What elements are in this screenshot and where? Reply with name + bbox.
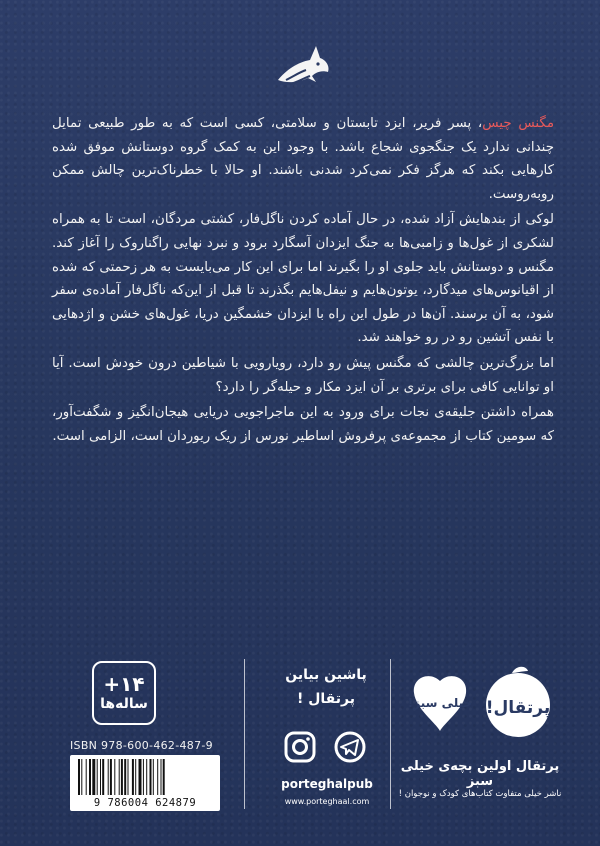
blurb-paragraph-1: مگنس چیس، پسر فریر، ایزد تابستان و سلامتی، کسی است که به طور طبیعی تمایل چندانی ندارد یک جنگجوی شجاع باشد. با وجود این به کمک گروه دوستانش موفق شده کارهایی بکند که هرگز فکر نمی‌کرد شدنی باشند. او حالا با خطرناک‌ترین چالش ممکن روبه‌روست. [52,116,554,202]
publisher-subline: ناشر خیلی متفاوت کتاب‌های کودک و نوجوان ! [398,789,562,799]
social-icons [280,729,372,765]
hero-name: مگنس چیس [482,116,554,131]
porteghal-logo-text: پرتقال! [485,698,551,718]
blurb-paragraph-2: لوکی از بندهایش آزاد شده، در حال آماده کردن ناگل‌فار، کشتی مردگان، است تا به همراه لشکری از غول‌ها و زامبی‌ها به جنگ ایزدان آسگارد برود و نبرد نهایی راگناروک را آغاز کند. مگنس و دوستانش باید جلوی او را بگیرند اما برای این کار می‌بایست به هر زحمتی که شده از اقیانوس‌های میدگارد، یوتون‌هایم و نیفل‌هایم بگذرند تا قبل از این‌که ناگل‌فار آماده‌ی سفر شود، به آن برسند. آن‌ها در طول این راه با ایزدان خشمگین دریا، غول‌های خشن و اژدهایی با نفس آتشین رو در رو خواهند شد. [52,212,554,346]
kheili-sabz-text: خیلی سبز! [407,696,473,710]
age-rating-badge: +۱۴ ساله‌ها [92,661,156,725]
barcode-bars-icon [78,759,212,795]
publisher-logos [400,661,560,741]
instagram-icon[interactable] [286,733,314,761]
telegram-icon[interactable] [336,733,364,761]
barcode [70,755,220,811]
divider-left [244,659,245,809]
social-handle[interactable]: porteghalpub [281,777,373,791]
blurb-paragraph-4: همراه داشتن جلیقه‌ی نجات برای ورود به این ماجراجویی دریایی هیجان‌انگیز و شگفت‌آور، که سومین کتاب از مجموعه‌ی پرفروش اساطیر نورس از ریک ریوردان است، الزامی است. [52,405,554,444]
isbn-text: ISBN 978-600-462-487-9 [70,739,213,752]
slogan: پاشین بیاین پرتقال ! [285,667,367,707]
publisher-tagline: پرتقال اولین بچه‌ی خیلی سبز [400,759,560,789]
publisher-fox-logo-icon [270,36,334,100]
blurb-paragraph-3: اما بزرگ‌ترین چالشی که مگنس پیش رو دارد، رویارویی با شیاطین درون خودش است. آیا او توانایی کافی برای برتری بر آن ایزد مکار و حیله‌گر را دارد؟ [52,355,554,395]
barcode-digits: 9 786004 624879 [93,797,197,809]
back-cover-blurb [52,112,554,450]
bottom-info-band [44,647,564,819]
website-link[interactable]: www.porteghaal.com [284,797,370,806]
